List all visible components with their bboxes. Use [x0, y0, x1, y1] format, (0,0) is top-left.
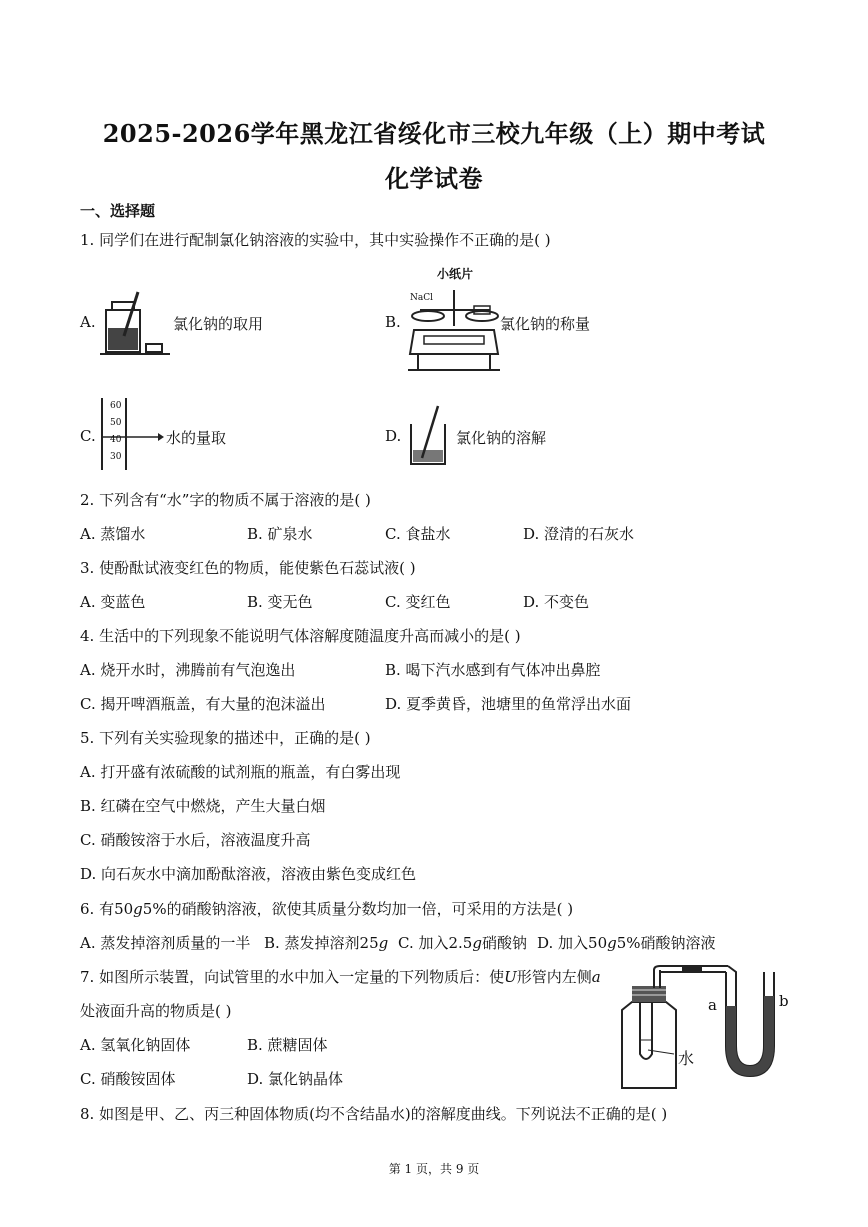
q1-d-beaker-figure: [408, 404, 448, 466]
exam-title: 2025-2026学年黑龙江省绥化市三校九年级（上）期中考试: [102, 119, 766, 148]
q2-option-b: B. 矿泉水: [247, 525, 313, 543]
q7-apparatus-figure: [618, 966, 798, 1092]
q2-option-d: D. 澄清的石灰水: [523, 525, 635, 543]
q5-stem: 5. 下列有关实验现象的描述中，正确的是( ): [80, 729, 371, 747]
q2-stem: 2. 下列含有“水”字的物质不属于溶液的是( ): [80, 491, 371, 509]
exam-subtitle: 化学试卷: [385, 164, 483, 193]
q4-stem: 4. 生活中的下列现象不能说明气体溶解度随温度升高而减小的是( ): [80, 627, 521, 645]
q1-c-tick-labels: [110, 398, 121, 466]
q5-option-d: D. 向石灰水中滴加酚酞溶液，溶液由紫色变成红色: [80, 865, 417, 883]
q1-option-d-caption: 氯化钠的溶解: [456, 429, 547, 447]
q1-c-tick-40: 40: [110, 435, 122, 445]
q7-stem-line2: 处液面升高的物质是( ): [80, 1002, 232, 1020]
q1-option-b-caption: 氯化钠的称量: [500, 315, 591, 333]
q7-fig-label-a: a: [708, 996, 717, 1014]
q1-option-a-caption: 氯化钠的取用: [173, 315, 264, 333]
q1-c-tick-60: 60: [110, 401, 122, 411]
q3-option-c: C. 变红色: [385, 593, 451, 611]
section-heading: 一、选择题: [80, 202, 156, 220]
q7-fig-label-b: b: [779, 992, 789, 1010]
q6-option-b: B. 蒸发掉溶剂25g: [264, 934, 389, 952]
q3-option-d: D. 不变色: [523, 593, 590, 611]
q1-option-a-letter: A.: [80, 313, 96, 331]
q1-option-c-letter: C.: [80, 427, 96, 445]
q7-option-c: C. 硝酸铵固体: [80, 1070, 176, 1088]
q4-option-a: A. 烧开水时，沸腾前有气泡逸出: [80, 661, 296, 679]
q3-stem: 3. 使酚酞试液变红色的物质，能使紫色石蕊试液( ): [80, 559, 416, 577]
q7-option-a: A. 氢氧化钠固体: [80, 1036, 191, 1054]
q4-option-b: B. 喝下汽水感到有气体冲出鼻腔: [385, 661, 601, 679]
q7-fig-label-water: 水: [678, 1049, 695, 1068]
q4-option-c: C. 揭开啤酒瓶盖，有大量的泡沫溢出: [80, 695, 326, 713]
q1-c-tick-50: 50: [110, 418, 122, 428]
q3-option-a: A. 变蓝色: [80, 593, 146, 611]
q7-option-d: D. 氯化钠晶体: [247, 1070, 344, 1088]
page-footer: 第 1 页，共 9 页: [388, 1162, 480, 1176]
q5-option-c: C. 硝酸铵溶于水后，溶液温度升高: [80, 831, 311, 849]
q1-stem: 1. 同学们在进行配制氯化钠溶液的实验中，其中实验操作不正确的是( ): [80, 231, 551, 249]
q1-b-paper-label: 小纸片: [437, 267, 474, 281]
q3-option-b: B. 变无色: [247, 593, 313, 611]
q7-option-b: B. 蔗糖固体: [247, 1036, 328, 1054]
q1-c-tick-30: 30: [110, 452, 122, 462]
q8-stem: 8. 如图是甲、乙、丙三种固体物质(均不含结晶水)的溶解度曲线。下列说法不正确的是( ): [80, 1105, 668, 1123]
q1-b-balance-figure: [406, 284, 502, 376]
q1-b-nacl-label: NaCl: [410, 293, 434, 303]
q5-option-a: A. 打开盛有浓硫酸的试剂瓶的瓶盖，有白雾出现: [80, 763, 401, 781]
q7-stem: 7. 如图所示装置，向试管里的水中加入一定量的下列物质后：使U形管内左侧a: [80, 968, 601, 986]
q6-option-a: A. 蒸发掉溶剂质量的一半: [80, 934, 251, 952]
q1-option-b-letter: B.: [385, 313, 401, 331]
q6-stem: 6. 有50g5%的硝酸钠溶液，欲使其质量分数均加一倍，可采用的方法是( ): [80, 900, 574, 918]
q2-option-c: C. 食盐水: [385, 525, 451, 543]
q1-option-d-letter: D.: [385, 427, 402, 445]
q5-option-b: B. 红磷在空气中燃烧，产生大量白烟: [80, 797, 326, 815]
q1-a-bottle-figure: [100, 288, 172, 358]
q6-option-d: D. 加入50g5%硝酸钠溶液: [537, 934, 716, 952]
q2-option-a: A. 蒸馏水: [80, 525, 146, 543]
q1-option-c-caption: 水的量取: [166, 429, 227, 447]
q4-option-d: D. 夏季黄昏，池塘里的鱼常浮出水面: [385, 695, 632, 713]
q6-option-c: C. 加入2.5g硝酸钠: [398, 934, 527, 952]
q1-c-cylinder-figure: [98, 396, 166, 474]
